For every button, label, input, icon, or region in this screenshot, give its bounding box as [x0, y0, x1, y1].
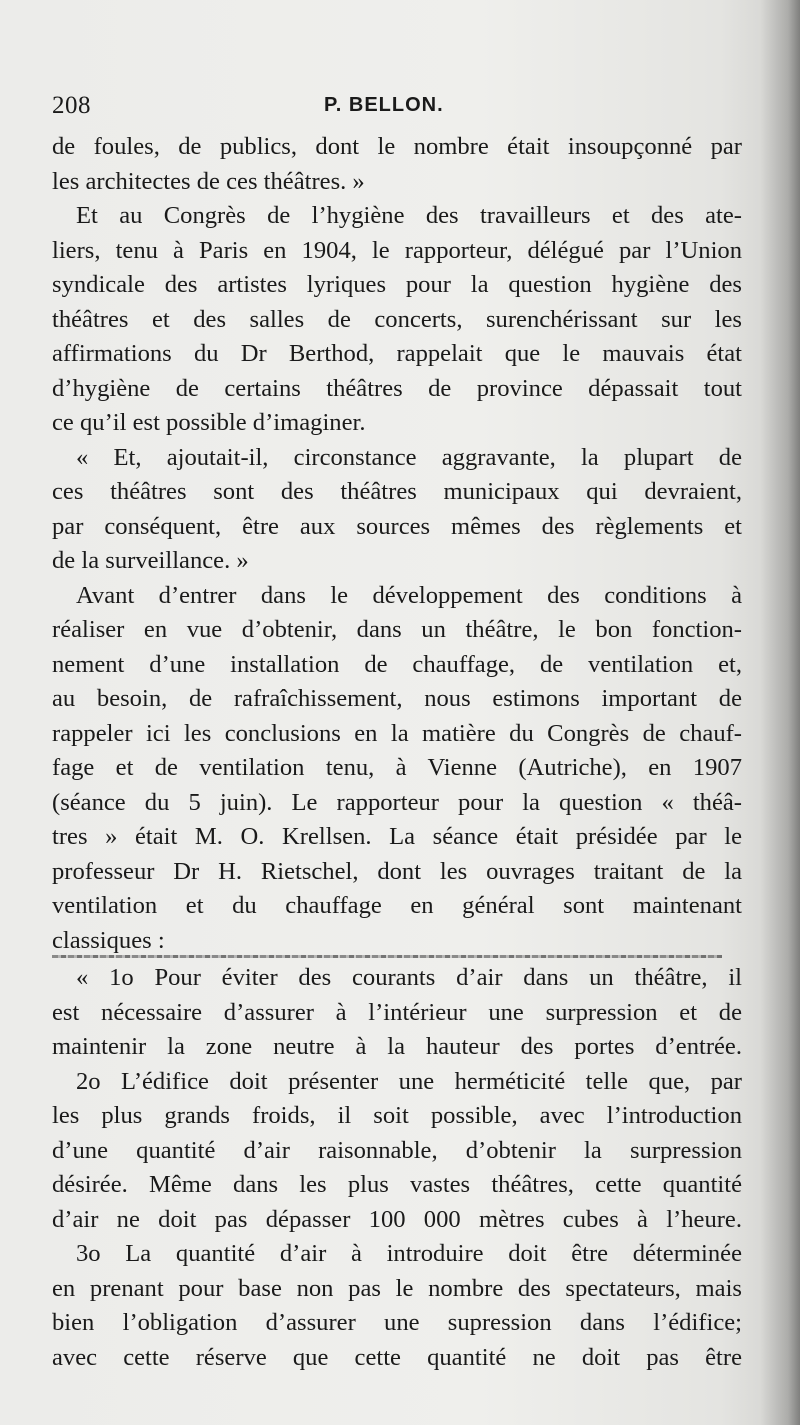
text-line: rappeler ici les conclusions en la matière du Congrès de chauf- [52, 719, 742, 747]
text-line: syndicale des artistes lyriques pour la question hygiène des [52, 271, 742, 298]
text-line: affirmations du Dr Berthod, rappelait que le mauvais état [52, 340, 742, 367]
text-line: est nécessaire d’assurer à l’intérieur une surpression et de [52, 998, 742, 1026]
text-line: maintenir la zone neutre à la hauteur des portes d’entrée. [52, 1033, 742, 1060]
body-text [52, 130, 742, 1375]
text-line: au besoin, de rafraîchissement, nous estimons important de [52, 685, 742, 712]
text-line: d’air ne doit pas dépasser 100 000 mètres cubes à l’heure. [52, 1205, 742, 1233]
text-line: (séance du 5 juin). Le rapporteur pour la question « théâ- [52, 788, 742, 816]
text-line: professeur Dr H. Rietschel, dont les ouvrages traitant de la [52, 857, 742, 885]
text-line: de la surveillance. » [52, 547, 249, 574]
page-spine-shadow [760, 0, 800, 1425]
text-line: ce qu’il est possible d’imaginer. [52, 409, 366, 436]
text-line: fage et de ventilation tenu, à Vienne (Autriche), en 1907 [52, 754, 742, 781]
text-line: en prenant pour base non pas le nombre des spectateurs, mais [52, 1274, 742, 1302]
text-line: bien l’obligation d’assurer une supression dans l’édifice; [52, 1309, 742, 1336]
text-line: « Et, ajoutait-il, circonstance aggravante, la plupart de [76, 443, 742, 471]
text-line: tres » était M. O. Krellsen. La séance était présidée par le [52, 823, 742, 850]
text-line: liers, tenu à Paris en 1904, le rapporteur, délégué par l’Union [52, 236, 742, 264]
text-line: 3o La quantité d’air à introduire doit être déterminée [76, 1240, 742, 1267]
text-line: d’une quantité d’air raisonnable, d’obtenir la surpression [52, 1136, 742, 1164]
page-number: 208 [52, 92, 91, 119]
text-line: ventilation et du chauffage en général sont maintenant [52, 892, 742, 919]
text-line: désirée. Même dans les plus vastes théâtres, cette quantité [52, 1171, 742, 1198]
text-line: 2o L’édifice doit présenter une herméticité telle que, par [76, 1067, 742, 1095]
text-line: d’hygiène de certains théâtres de province dépassait tout [52, 374, 742, 402]
scan-rule-artifact [52, 955, 722, 958]
text-line: par conséquent, être aux sources mêmes des règlements et [52, 512, 742, 540]
text-line: « 1o Pour éviter des courants d’air dans un théâtre, il [76, 964, 742, 991]
text-line: théâtres et des salles de concerts, surenchérissant sur les [52, 305, 742, 333]
text-line: Avant d’entrer dans le développement des conditions à [76, 581, 742, 609]
text-line: classiques : [52, 926, 165, 954]
text-line: les plus grands froids, il soit possible, avec l’introduction [52, 1102, 742, 1129]
text-line: Et au Congrès de l’hygiène des travailleurs et des ate- [76, 202, 742, 229]
text-line: les architectes de ces théâtres. » [52, 167, 365, 195]
page-header [52, 92, 742, 128]
running-head: P. BELLON. [324, 94, 444, 116]
text-line: ces théâtres sont des théâtres municipaux qui devraient, [52, 478, 742, 505]
text-line: de foules, de publics, dont le nombre était insoupçonné par [52, 133, 742, 160]
text-line: avec cette réserve que cette quantité ne doit pas être [52, 1343, 742, 1371]
text-line: réaliser en vue d’obtenir, dans un théâtre, le bon fonction- [52, 616, 742, 643]
text-line: nement d’une installation de chauffage, de ventilation et, [52, 650, 742, 678]
